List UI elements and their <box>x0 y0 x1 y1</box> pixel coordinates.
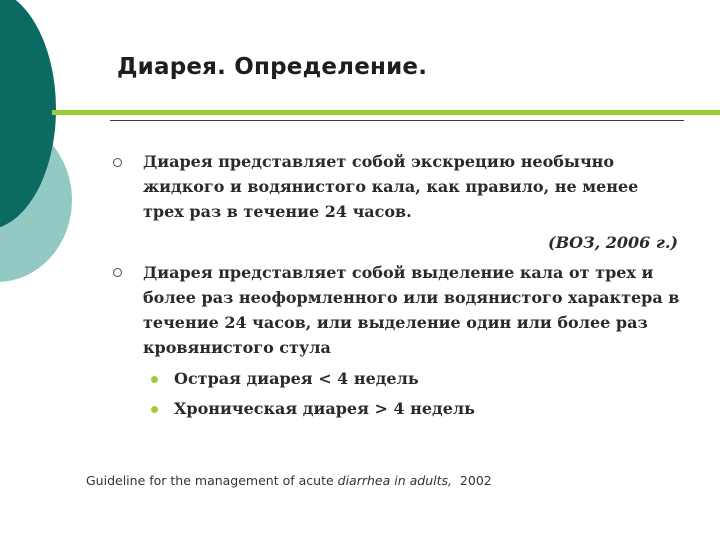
footer-year: 2002 <box>451 473 492 488</box>
sub-item-chronic: Хроническая диарея > 4 недель <box>174 399 476 418</box>
circle-bullet-icon <box>113 158 122 167</box>
footer-italic: diarrhea in adults, <box>337 473 452 488</box>
slide-title: Диарея. Определение. <box>117 54 428 80</box>
circle-bullet-icon <box>113 268 122 277</box>
sub-item-acute: Острая диарея < 4 недель <box>174 369 419 388</box>
dot-bullet-icon <box>151 406 158 413</box>
definition-paragraph-1: Диарея представляет собой экскрецию необычно жидкого и водянистого кала, как правило, не менее трех раз в течение 24 часов. <box>143 152 639 221</box>
citation: (ВОЗ, 2006 г.) <box>548 233 678 252</box>
title-divider-line <box>110 120 684 121</box>
footer-prefix: Guideline for the management of acute <box>86 473 338 488</box>
title-underline-bar <box>52 110 720 115</box>
definition-paragraph-2: Диарея представляет собой выделение кала от трех и более раз неоформленного или водянистого характера в течение 24 часов, или выделение один или более раз кровянистого стула <box>143 263 680 357</box>
source-footer <box>86 473 492 488</box>
dot-bullet-icon <box>151 376 158 383</box>
